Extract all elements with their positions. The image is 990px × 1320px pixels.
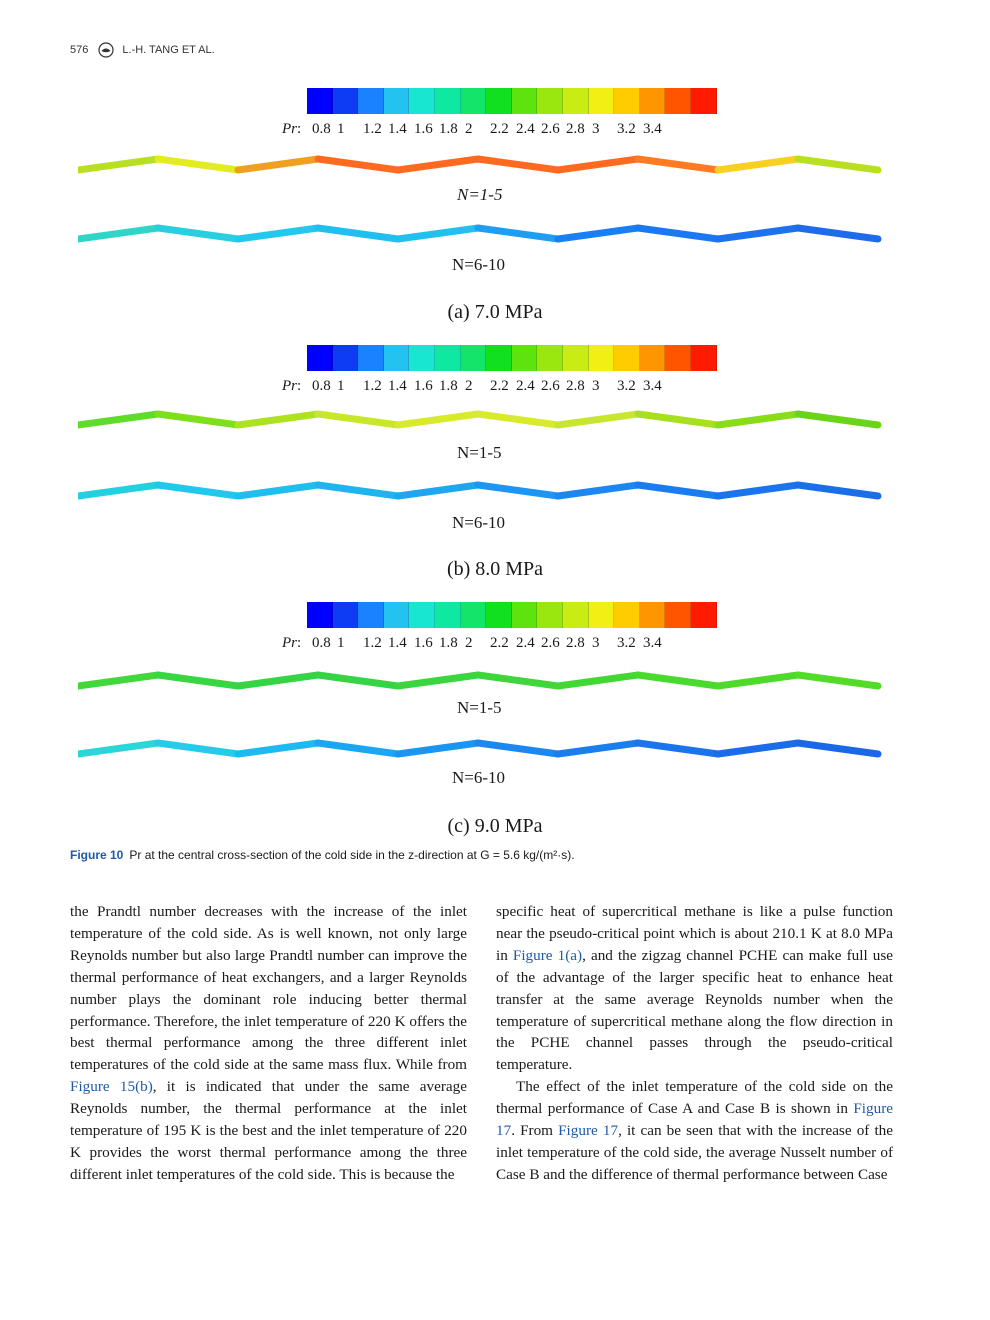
colorbar-swatch <box>537 602 563 628</box>
channel-segment <box>478 485 558 496</box>
channel-segment <box>558 159 638 170</box>
panel-subtitle: (a) 7.0 MPa <box>447 301 543 323</box>
colorbar-ticks <box>282 121 702 139</box>
colorbar-swatch <box>589 602 615 628</box>
channel-label-bottom: N=6-10 <box>452 255 506 274</box>
colorbar-tick-label: 2.2 <box>490 121 509 137</box>
colorbar-tick-label: 2 <box>465 121 473 137</box>
colorbar-swatch <box>435 602 461 628</box>
colorbar-swatch <box>384 602 410 628</box>
colorbar-tick-label: 0.8 <box>312 378 331 394</box>
channel-segment <box>798 159 878 170</box>
colorbar-swatch <box>435 88 461 114</box>
running-header <box>70 42 215 58</box>
colorbar-swatch <box>409 345 435 371</box>
channel-label-top: N=1-5 <box>457 185 503 204</box>
colorbar-tick-label: 1 <box>337 378 345 394</box>
channel-segment <box>718 159 798 170</box>
channel-label-bottom: N=6-10 <box>452 513 506 532</box>
channel-segment <box>238 743 318 754</box>
colorbar-tick-label: 1.8 <box>439 635 458 651</box>
colorbar-tick-label: 2.6 <box>541 121 560 137</box>
colorbar-tick-label: 2.8 <box>566 378 585 394</box>
colorbar-tick-label: 1.6 <box>414 121 433 137</box>
page-number: 576 <box>70 44 89 56</box>
channel-segment <box>798 485 878 496</box>
colorbar-swatch <box>307 602 333 628</box>
caption-text: Pr at the central cross-section of the cold side in the z-direction at G = 5.6 kg/(m²·s). <box>129 848 575 862</box>
channel-segment <box>638 485 718 496</box>
colorbar-swatch <box>563 88 589 114</box>
channel-segment <box>638 414 718 425</box>
colorbar-tick-label: 2 <box>465 635 473 651</box>
colorbar-tick-label: 1 <box>337 635 345 651</box>
colorbar-axis-label: Pr: <box>282 378 302 394</box>
channel-segment <box>398 743 478 754</box>
colorbar-tick-label: 2.8 <box>566 635 585 651</box>
channel-segment <box>318 675 398 686</box>
colorbar-tick-label: 2.6 <box>541 378 560 394</box>
channel-segment <box>158 159 238 170</box>
channel-segment <box>558 228 638 239</box>
colorbar-tick-label: 2.4 <box>516 635 535 651</box>
channel-segment <box>478 228 558 239</box>
channel-segment <box>798 743 878 754</box>
channel-label-top: N=1-5 <box>457 443 502 462</box>
colorbar-swatch <box>563 602 589 628</box>
channel-label-bottom: N=6-10 <box>452 768 506 787</box>
body-column-left <box>70 901 467 1186</box>
colorbar-swatch <box>512 88 538 114</box>
colorbar-swatch <box>512 345 538 371</box>
colorbar-tick-label: 3 <box>592 378 600 394</box>
colorbar-swatch <box>333 602 359 628</box>
channel-profile-bottom <box>78 219 883 259</box>
channel-segment <box>478 675 558 686</box>
colorbar-tick-label: 1.8 <box>439 121 458 137</box>
channel-segment <box>398 675 478 686</box>
channel-segment <box>318 414 398 425</box>
colorbar-tick-label: 3.2 <box>617 635 636 651</box>
figure-link[interactable]: Figure 17 <box>496 1100 893 1140</box>
channel-segment <box>78 485 158 496</box>
colorbar-swatch <box>691 602 717 628</box>
colorbar-swatch <box>461 88 487 114</box>
channel-segment <box>318 743 398 754</box>
colorbar-swatch <box>640 345 666 371</box>
colorbar-swatch <box>640 602 666 628</box>
colorbar-swatch <box>307 88 333 114</box>
channel-segment <box>398 414 478 425</box>
colorbar-tick-label: 3 <box>592 121 600 137</box>
colorbar-tick-label: 1.6 <box>414 635 433 651</box>
colorbar-swatch <box>665 602 691 628</box>
channel-profile-top <box>78 150 883 190</box>
colorbar-tick-label: 1.2 <box>363 121 382 137</box>
publisher-logo-icon <box>98 42 114 58</box>
colorbar-tick-label: 3.2 <box>617 378 636 394</box>
channel-label-top: N=1-5 <box>457 698 502 717</box>
colorbar-tick-label: 2 <box>465 378 473 394</box>
channel-segment <box>478 743 558 754</box>
colorbar-tick-label: 1.4 <box>388 378 407 394</box>
figure-link[interactable]: Figure 1(a) <box>512 946 583 964</box>
colorbar-swatch <box>589 345 615 371</box>
channel-segment <box>798 414 878 425</box>
colorbar-axis-label: Pr: <box>282 635 302 651</box>
colorbar-tick-label: 0.8 <box>312 121 331 137</box>
colorbar-swatch <box>537 88 563 114</box>
channel-segment <box>638 675 718 686</box>
channel-segment <box>158 485 238 496</box>
colorbar-tick-label: 3.4 <box>643 121 662 137</box>
colorbar-swatch <box>358 88 384 114</box>
colorbar-swatch <box>461 345 487 371</box>
colorbar-swatch <box>461 602 487 628</box>
colorbar-swatch <box>333 345 359 371</box>
channel-segment <box>478 159 558 170</box>
channel-segment <box>558 675 638 686</box>
channel-segment <box>78 675 158 686</box>
channel-segment <box>718 414 798 425</box>
colorbar-swatch <box>486 345 512 371</box>
channel-segment <box>158 414 238 425</box>
channel-segment <box>398 228 478 239</box>
colorbar-tick-label: 3.4 <box>643 378 662 394</box>
colorbar-tick-label: 1.4 <box>388 635 407 651</box>
colorbar-swatch <box>665 345 691 371</box>
colorbar-swatch <box>589 88 615 114</box>
colorbar-swatch <box>307 345 333 371</box>
channel-segment <box>318 159 398 170</box>
channel-segment <box>638 743 718 754</box>
colorbar-swatch <box>409 602 435 628</box>
colorbar-swatch <box>640 88 666 114</box>
colorbar-tick-label: 3.2 <box>617 121 636 137</box>
channel-segment <box>238 159 318 170</box>
colorbar-tick-label: 2.4 <box>516 378 535 394</box>
paragraph: the Prandtl number decreases with the increase of the inlet temperature of the cold side. As is well known, not only large Reynolds number but also large Prandtl number can improve the thermal performance of heat exchangers, and a larger Reynolds number plays the dominant role inducing better thermal performance. Therefore, the inlet temperature of 220 K offers the best thermal performance among the three different inlet temperatures of the cold side at the same mass flux. While from Figure 15(b), it is indicated that under the same average Reynolds number, the thermal performance at the inlet temperature of 195 K is the best and the inlet temperature of 220 K provides the worst thermal performance among the three different inlet temperatures of the cold side. This is because the <box>70 903 467 1183</box>
colorbar-tick-label: 2.2 <box>490 635 509 651</box>
colorbar-tick-label: 1.2 <box>363 635 382 651</box>
colorbar-swatch <box>512 602 538 628</box>
channel-segment <box>478 414 558 425</box>
colorbar-swatch <box>537 345 563 371</box>
channel-segment <box>638 159 718 170</box>
colorbar-swatch <box>358 345 384 371</box>
channel-profile-top <box>78 405 883 445</box>
colorbar <box>307 88 717 114</box>
channel-segment <box>558 414 638 425</box>
channel-segment <box>158 675 238 686</box>
colorbar-swatch <box>614 602 640 628</box>
channel-segment <box>238 485 318 496</box>
colorbar-tick-label: 2.6 <box>541 635 560 651</box>
colorbar-ticks <box>282 378 702 396</box>
channel-segment <box>158 228 238 239</box>
channel-segment <box>558 485 638 496</box>
panel-subtitle: (b) 8.0 MPa <box>446 558 544 580</box>
figure-link[interactable]: Figure 15(b) <box>70 1078 153 1096</box>
channel-profile-bottom <box>78 476 883 516</box>
paragraph: The effect of the inlet temperature of the cold side on the thermal performance of Case A and Case B is shown in Figure 17. From Figure 17, it can be seen that with the increase of the inlet temperature of the cold side, the average Nusselt number of Case B and the difference of thermal performance between Case <box>496 1078 893 1183</box>
body-column-right <box>496 901 893 1186</box>
figure-caption <box>70 848 575 862</box>
channel-segment <box>158 743 238 754</box>
figure-link[interactable]: Figure 17 <box>558 1122 619 1140</box>
channel-segment <box>718 675 798 686</box>
channel-segment <box>398 485 478 496</box>
colorbar-tick-label: 3 <box>592 635 600 651</box>
channel-segment <box>78 414 158 425</box>
channel-segment <box>638 228 718 239</box>
colorbar-tick-label: 1.4 <box>388 121 407 137</box>
channel-segment <box>238 675 318 686</box>
colorbar-swatch <box>665 88 691 114</box>
colorbar <box>307 602 717 628</box>
colorbar-swatch <box>358 602 384 628</box>
panel-subtitle: (c) 9.0 MPa <box>447 815 543 837</box>
colorbar-swatch <box>691 345 717 371</box>
colorbar-swatch <box>486 602 512 628</box>
channel-segment <box>78 159 158 170</box>
channel-segment <box>558 743 638 754</box>
colorbar-swatch <box>384 88 410 114</box>
colorbar-tick-label: 3.4 <box>643 635 662 651</box>
colorbar-tick-label: 1.2 <box>363 378 382 394</box>
figure-label[interactable]: Figure 10 <box>70 848 124 862</box>
channel-segment <box>318 485 398 496</box>
colorbar-tick-label: 0.8 <box>312 635 331 651</box>
paragraph: specific heat of supercritical methane is like a pulse function near the pseudo-critical point which is about 210.1 K at 8.0 MPa in Figure 1(a), and the zigzag channel PCHE can make full use of the advantage of the larger specific heat to enhance heat transfer at the same average Reynolds number when the temperature of supercritical methane along the flow direction in the PCHE channel passes through the pseudo-critical temperature. <box>496 903 893 1074</box>
colorbar-tick-label: 1.6 <box>414 378 433 394</box>
channel-segment <box>78 228 158 239</box>
colorbar-swatch <box>563 345 589 371</box>
channel-segment <box>798 228 878 239</box>
channel-segment <box>238 414 318 425</box>
colorbar <box>307 345 717 371</box>
running-authors: L.-H. TANG ET AL. <box>122 44 215 56</box>
channel-segment <box>78 743 158 754</box>
colorbar-swatch <box>333 88 359 114</box>
colorbar-swatch <box>486 88 512 114</box>
colorbar-tick-label: 1 <box>337 121 345 137</box>
colorbar-axis-label: Pr: <box>282 121 302 137</box>
colorbar-swatch <box>614 345 640 371</box>
channel-segment <box>718 743 798 754</box>
colorbar-swatch <box>691 88 717 114</box>
channel-segment <box>398 159 478 170</box>
colorbar-swatch <box>435 345 461 371</box>
colorbar-swatch <box>384 345 410 371</box>
channel-segment <box>238 228 318 239</box>
colorbar-ticks <box>282 635 702 653</box>
colorbar-tick-label: 2.8 <box>566 121 585 137</box>
colorbar-tick-label: 2.4 <box>516 121 535 137</box>
channel-segment <box>798 675 878 686</box>
colorbar-swatch <box>409 88 435 114</box>
channel-segment <box>718 228 798 239</box>
channel-segment <box>718 485 798 496</box>
colorbar-tick-label: 1.8 <box>439 378 458 394</box>
channel-segment <box>318 228 398 239</box>
colorbar-tick-label: 2.2 <box>490 378 509 394</box>
colorbar-swatch <box>614 88 640 114</box>
